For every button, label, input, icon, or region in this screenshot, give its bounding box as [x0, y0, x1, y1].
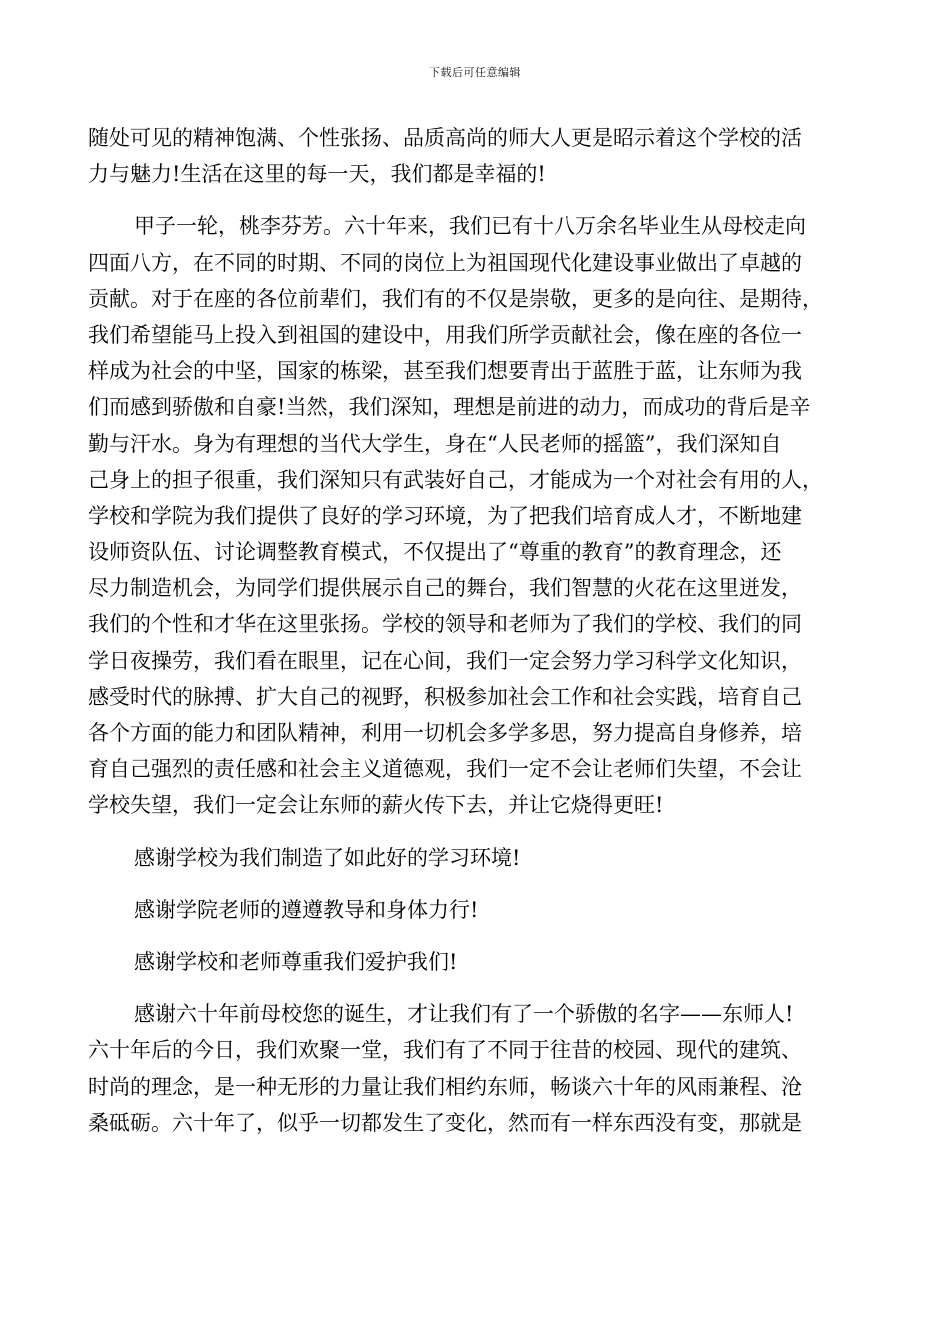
text-line: 感谢学校为我们制造了如此好的学习环境! — [134, 845, 521, 870]
paragraph — [88, 840, 860, 876]
text-line: 各个方面的能力和团队精神，利用一切机会多学多思，努力提高自身修养，培 — [88, 721, 802, 745]
text-line: 感谢六十年前母校您的诞生，才让我们有了一个骄傲的名字——东师人! — [134, 1002, 794, 1027]
text-line: 学校和学院为我们提供了良好的学习环境，为了把我们培育成人才，不断地建 — [88, 503, 802, 528]
text-line: 甲子一轮，桃李芬芳。六十年来，我们已有十八万余名毕业生从母校走向 — [134, 214, 806, 239]
paragraph-gap — [88, 824, 860, 840]
text-line: 育自己强烈的责任感和社会主义道德观，我们一定不会让老师们失望，不会让 — [88, 757, 802, 782]
text-line: 设师资队伍、讨论调整教育模式，不仅提出了“尊重的教育”的教育理念，还 — [88, 540, 782, 565]
text-line: 我们的个性和才华在这里张扬。学校的领导和老师为了我们的学校、我们的同 — [88, 612, 802, 637]
paragraph — [88, 120, 860, 192]
paragraph — [88, 996, 860, 1141]
text-line: 学日夜操劳，我们看在眼里，记在心间，我们一定会努力学习科学文化知识， — [88, 648, 802, 673]
paragraph — [88, 208, 860, 823]
text-line: 力与魅力!生活在这里的每一天，我们都是幸福的! — [88, 162, 546, 187]
text-line: 们而感到骄傲和自豪!当然，我们深知，理想是前进的动力，而成功的背后是辛 — [88, 395, 811, 420]
text-line: 勤与汗水。身为有理想的当代大学生，身在“人民老师的摇篮”，我们深知自 — [88, 431, 782, 456]
paragraph — [88, 892, 860, 928]
paragraph-gap — [88, 928, 860, 944]
paragraph — [88, 944, 860, 980]
text-line: 学校失望，我们一定会让东师的薪火传下去，并让它烧得更旺! — [88, 793, 664, 818]
paragraph-gap — [88, 876, 860, 892]
text-line: 四面八方，在不同的时期、不同的岗位上为祖国现代化建设事业做出了卓越的 — [88, 250, 802, 275]
text-line: 感谢学院老师的遵遵教导和身体力行! — [134, 897, 479, 922]
text-line: 随处可见的精神饱满、个性张扬、品质高尚的师大人更是昭示着这个学校的活 — [88, 126, 802, 150]
text-line: 贡献。对于在座的各位前辈们，我们有的不仅是崇敬，更多的是向往、是期待， — [88, 286, 823, 311]
text-line: 六十年后的今日，我们欢聚一堂，我们有了不同于往昔的校园、现代的建筑、 — [88, 1038, 802, 1063]
text-line: 己身上的担子很重，我们深知只有武装好自己，才能成为一个对社会有用的人， — [88, 467, 823, 492]
text-line: 尽力制造机会，为同学们提供展示自己的舞台，我们智慧的火花在这里迸发， — [88, 576, 802, 601]
text-line: 我们希望能马上投入到祖国的建设中，用我们所学贡献社会，像在座的各位一 — [88, 322, 802, 347]
text-line: 样成为社会的中坚，国家的栋梁，甚至我们想要青出于蓝胜于蓝，让东师为我 — [88, 359, 802, 384]
paragraph-gap — [88, 980, 860, 996]
paragraph-gap — [88, 192, 860, 208]
text-line: 桑砥砺。六十年了，似乎一切都发生了变化，然而有一样东西没有变，那就是 — [88, 1110, 802, 1135]
page-header: 下载后可任意编辑 — [429, 66, 521, 79]
text-line: 感谢学校和老师尊重我们爱护我们! — [134, 949, 458, 974]
text-line: 时尚的理念，是一种无形的力量让我们相约东师，畅谈六十年的风雨兼程、沧 — [88, 1074, 802, 1099]
document-body — [88, 120, 860, 1141]
text-line: 感受时代的脉搏、扩大自己的视野，积极参加社会工作和社会实践，培育自己 — [88, 684, 802, 709]
